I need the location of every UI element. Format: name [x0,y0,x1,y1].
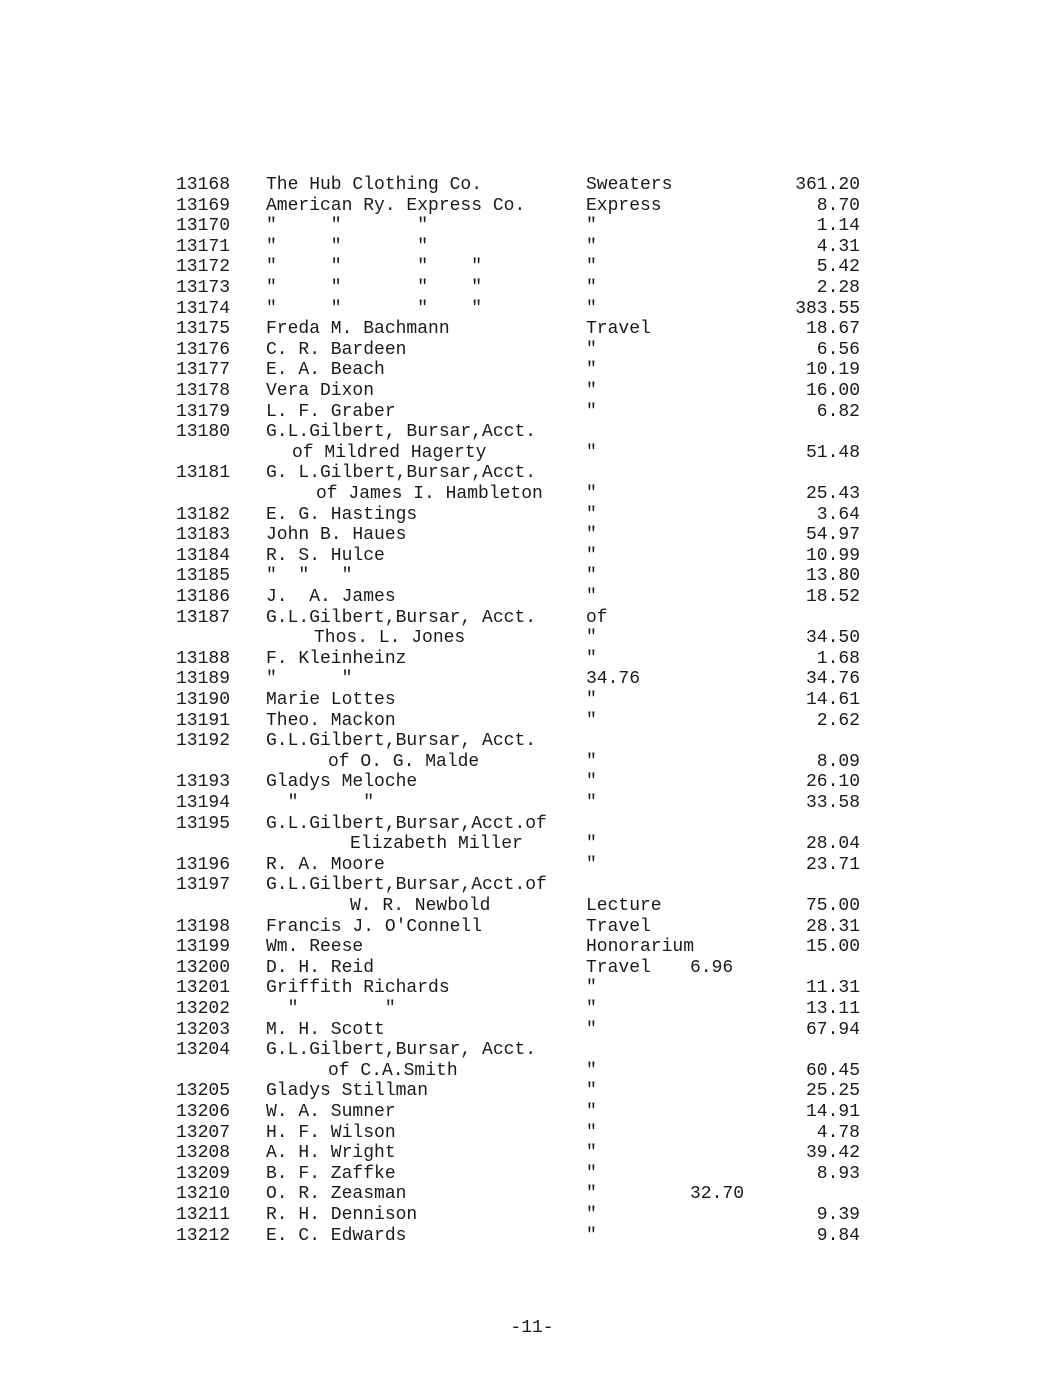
ledger-row [0,256,1064,278]
ledger-row [0,1204,1064,1226]
purpose: " [586,1205,597,1225]
amount: 1.68 [816,648,860,669]
amount: 33.58 [805,793,860,813]
payee-name: G.L.Gilbert,Bursar,Acct.of [266,875,547,896]
payee-name: " " " [266,566,353,587]
ledger-row [0,998,1064,1020]
payee-name: Gladys Stillman [266,1081,429,1102]
payee-name: D. H. Reid [266,957,375,978]
purpose: " [586,1143,597,1164]
amount: 10.19 [805,360,860,381]
ledger-row [0,545,1064,567]
purpose: " [586,1225,597,1246]
amount: 18.67 [805,319,860,340]
ledger-row [0,689,1064,711]
payee-name: E. G. Hastings [266,504,418,525]
voucher-number: 13181 [176,463,231,484]
amount: 28.04 [805,834,860,855]
voucher-number: 13180 [176,422,231,443]
purpose: " [586,710,597,731]
amount: 1.14 [816,216,860,237]
amount: 11.31 [805,978,860,999]
voucher-number: 13209 [176,1163,231,1184]
payee-continuation: Thos. L. Jones [314,628,466,649]
voucher-number: 13191 [176,710,231,731]
ledger-row [0,339,1064,361]
payee-name: G. L.Gilbert,Bursar,Acct. [266,463,537,484]
amount: 28.31 [805,916,860,937]
payee-name: R. S. Hulce [266,545,385,566]
ledger-row [0,1060,1064,1082]
payee-name: F. Kleinheinz [266,648,407,669]
payee-name: Freda M. Bachmann [266,319,450,340]
ledger-row [0,854,1064,876]
ledger-row [0,895,1064,917]
voucher-number: 13169 [176,195,231,216]
ledger-row [0,668,1064,690]
payee-name: A. H. Wright [266,1143,396,1164]
voucher-number: 13211 [176,1205,231,1225]
ledger-row [0,1101,1064,1123]
page-number: -11- [510,1318,554,1338]
payee-name: The Hub Clothing Co. [266,175,483,195]
voucher-number: 13175 [176,319,231,340]
amount: 23.71 [805,854,860,875]
ledger-row [0,401,1064,423]
ledger-row [0,1039,1064,1061]
purpose: " [586,999,597,1019]
amount: 75.00 [805,896,860,916]
payee-continuation: of James I. Hambleton [316,484,543,504]
amount: 25.43 [805,484,860,504]
voucher-number: 13190 [176,690,231,710]
voucher-number: 13187 [176,607,231,628]
purpose: " [586,854,597,875]
ledger-row [0,421,1064,443]
payee-name: Griffith Richards [266,978,450,999]
payee-name: G.L.Gilbert, Bursar,Acct. [266,422,537,443]
amount: 4.31 [816,236,860,257]
purpose: " [586,587,597,607]
purpose: Lecture [586,896,662,916]
voucher-number: 13200 [176,957,231,978]
subtotal-amount: 6.96 [690,957,734,978]
purpose: " [586,298,597,319]
payee-name: C. R. Bardeen [266,339,407,360]
purpose: " [586,1122,597,1143]
purpose: " [586,442,597,463]
payee-name: " " [266,793,375,813]
amount: 26.10 [805,772,860,793]
voucher-number: 13174 [176,298,231,319]
payee-name: American Ry. Express Co. [266,195,526,216]
purpose: " [586,1184,597,1205]
amount: 5.42 [816,257,860,278]
voucher-number: 13185 [176,566,231,587]
purpose: " [586,648,597,669]
voucher-number: 13208 [176,1143,231,1164]
payee-name: Gladys Meloche [266,772,418,793]
ledger-row [0,483,1064,505]
purpose: " [586,484,597,504]
purpose: " [586,690,597,710]
payee-name: J. A. James [266,587,396,607]
amount: 383.55 [795,298,860,319]
amount: 13.11 [805,999,860,1019]
amount: 67.94 [805,1019,860,1040]
amount: 6.82 [816,401,860,422]
amount: 361.20 [795,175,860,195]
amount: 9.84 [816,1225,860,1246]
ledger-row [0,504,1064,526]
ledger-row [0,771,1064,793]
ledger-row [0,607,1064,629]
ledger-row [0,1163,1064,1185]
ledger-row [0,751,1064,773]
purpose: " [586,751,597,772]
amount: 18.52 [805,587,860,607]
payee-continuation: of Mildred Hagerty [292,442,487,463]
voucher-number: 13201 [176,978,231,999]
voucher-number: 13197 [176,875,231,896]
ledger-row [0,1019,1064,1041]
voucher-number: 13182 [176,504,231,525]
payee-name: " " " [266,236,429,257]
amount: 14.91 [805,1102,860,1122]
ledger-row [0,1183,1064,1205]
payee-name: Marie Lottes [266,690,396,710]
amount: 9.39 [816,1205,860,1225]
payee-name: G.L.Gilbert,Bursar, Acct. [266,731,537,752]
amount: 8.70 [816,195,860,216]
voucher-number: 13183 [176,525,231,546]
amount: 15.00 [805,937,860,958]
purpose: " [586,1060,597,1081]
payee-name: M. H. Scott [266,1019,385,1040]
amount: 54.97 [805,525,860,546]
payee-name: H. F. Wilson [266,1122,396,1143]
payee-name: Vera Dixon [266,381,375,401]
ledger-row [0,730,1064,752]
voucher-number: 13210 [176,1184,231,1205]
purpose: " [586,401,597,422]
purpose: " [586,257,597,278]
ledger-row [0,916,1064,938]
ledger-row [0,833,1064,855]
amount: 13.80 [805,566,860,587]
voucher-number: 13177 [176,360,231,381]
purpose: Travel [586,916,651,937]
voucher-number: 13172 [176,257,231,278]
purpose: " [586,1163,597,1184]
payee-continuation: of O. G. Malde [328,751,480,772]
ledger-row [0,648,1064,670]
ledger-row [0,215,1064,237]
voucher-number: 13188 [176,648,231,669]
payee-continuation: Elizabeth Miller [350,834,523,855]
voucher-number: 13192 [176,731,231,752]
ledger-row [0,174,1064,196]
purpose: " [586,772,597,793]
purpose: " [586,834,597,855]
purpose: " [586,545,597,566]
amount: 34.76 [805,669,860,690]
payee-name: R. H. Dennison [266,1205,418,1225]
purpose: " [586,628,597,649]
ledger-row [0,813,1064,835]
purpose: Travel [586,957,651,978]
voucher-number: 13168 [176,175,231,195]
amount: 60.45 [805,1060,860,1081]
purpose: 34.76 [586,669,641,690]
purpose: Express [586,195,662,216]
payee-name: " " " [266,216,429,237]
purpose: Sweaters [586,175,673,195]
ledger-row [0,359,1064,381]
ledger-row [0,318,1064,340]
purpose: " [586,381,597,401]
amount: 2.28 [816,278,860,298]
ledger-row [0,977,1064,999]
ledger-row [0,1225,1064,1247]
amount: 2.62 [816,710,860,731]
payee-name: G.L.Gilbert,Bursar, Acct. [266,1040,537,1061]
ledger-row [0,298,1064,320]
voucher-number: 13203 [176,1019,231,1040]
amount: 8.93 [816,1163,860,1184]
payee-name: " " " " [266,278,483,298]
payee-name: G.L.Gilbert,Bursar, Acct. [266,607,537,628]
voucher-number: 13171 [176,236,231,257]
amount: 39.42 [805,1143,860,1164]
payee-name: " " " " [266,257,483,278]
amount: 16.00 [805,381,860,401]
purpose: " [586,236,597,257]
payee-name: L. F. Graber [266,401,396,422]
purpose: of [586,607,608,628]
voucher-number: 13196 [176,854,231,875]
amount: 4.78 [816,1122,860,1143]
ledger-row [0,710,1064,732]
voucher-number: 13193 [176,772,231,793]
payee-name: John B. Haues [266,525,407,546]
purpose: " [586,1081,597,1102]
payee-name: " " [266,669,353,690]
purpose: " [586,525,597,546]
purpose: " [586,566,597,587]
payee-name: E. C. Edwards [266,1225,407,1246]
payee-name: G.L.Gilbert,Bursar,Acct.of [266,813,547,834]
amount: 14.61 [805,690,860,710]
ledger-row [0,792,1064,814]
payee-name: Francis J. O'Connell [266,916,483,937]
payee-continuation: W. R. Newbold [350,896,491,916]
voucher-number: 13178 [176,381,231,401]
payee-name: Wm. Reese [266,937,364,958]
voucher-number: 13204 [176,1040,231,1061]
purpose: " [586,1019,597,1040]
ledger-row [0,1080,1064,1102]
voucher-number: 13202 [176,999,231,1019]
voucher-number: 13206 [176,1102,231,1122]
voucher-number: 13195 [176,813,231,834]
payee-name: B. F. Zaffke [266,1163,396,1184]
ledger-row [0,627,1064,649]
payee-name: Theo. Mackon [266,710,396,731]
purpose: " [586,1102,597,1122]
amount: 6.56 [816,339,860,360]
purpose: " [586,339,597,360]
payee-name: " " [266,999,396,1019]
amount: 10.99 [805,545,860,566]
purpose: " [586,360,597,381]
amount: 8.09 [816,751,860,772]
payee-name: O. R. Zeasman [266,1184,407,1205]
ledger-row [0,1142,1064,1164]
ledger-row [0,380,1064,402]
purpose: Honorarium [586,937,695,958]
amount: 25.25 [805,1081,860,1102]
purpose: " [586,278,597,298]
voucher-number: 13198 [176,916,231,937]
voucher-number: 13184 [176,545,231,566]
ledger-row [0,524,1064,546]
ledger-row [0,586,1064,608]
voucher-number: 13212 [176,1225,231,1246]
voucher-number: 13189 [176,669,231,690]
purpose: " [586,504,597,525]
voucher-number: 13199 [176,937,231,958]
ledger-row [0,936,1064,958]
ledger-row [0,195,1064,217]
ledger-row [0,442,1064,464]
payee-name: " " " " [266,298,483,319]
ledger-row [0,462,1064,484]
purpose: " [586,793,597,813]
ledger-row [0,236,1064,258]
ledger-row [0,874,1064,896]
voucher-number: 13186 [176,587,231,607]
ledger-row [0,1122,1064,1144]
payee-name: E. A. Beach [266,360,385,381]
voucher-number: 13207 [176,1122,231,1143]
ledger-row [0,957,1064,979]
payee-name: W. A. Sumner [266,1102,396,1122]
purpose: Travel [586,319,651,340]
amount: 34.50 [805,628,860,649]
purpose: " [586,216,597,237]
ledger-row [0,565,1064,587]
voucher-number: 13205 [176,1081,231,1102]
voucher-number: 13170 [176,216,231,237]
voucher-number: 13179 [176,401,231,422]
voucher-number: 13194 [176,793,231,813]
ledger-row [0,277,1064,299]
voucher-number: 13176 [176,339,231,360]
subtotal-amount: 32.70 [690,1184,745,1205]
voucher-number: 13173 [176,278,231,298]
payee-continuation: of C.A.Smith [328,1060,458,1081]
purpose: " [586,978,597,999]
payee-name: R. A. Moore [266,854,385,875]
amount: 51.48 [805,442,860,463]
amount: 3.64 [816,504,860,525]
